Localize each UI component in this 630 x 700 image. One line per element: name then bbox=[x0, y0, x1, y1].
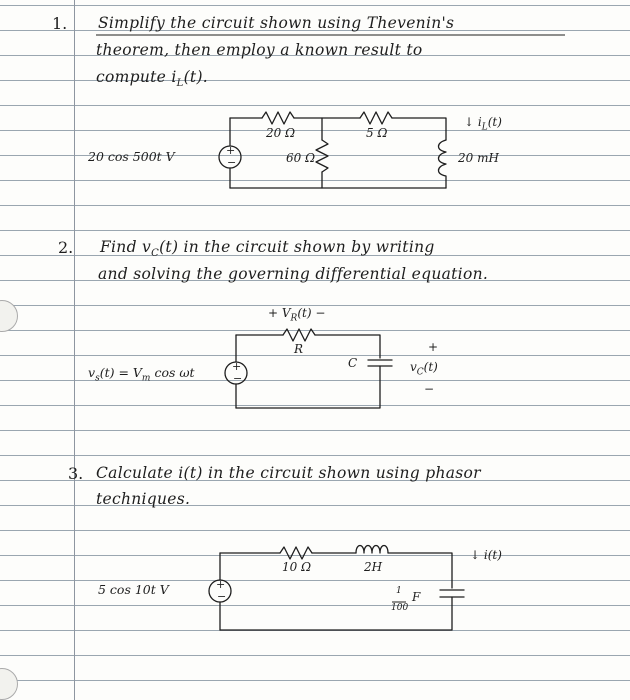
resistor-icon bbox=[360, 112, 392, 124]
circuit-1-source-label: 20 cos 500t V bbox=[88, 149, 175, 164]
inductor-icon bbox=[356, 546, 388, 554]
problem-2-subscript: C bbox=[151, 248, 160, 260]
circuit-1-current-tail: (t) bbox=[487, 115, 502, 129]
plus-sign: + bbox=[216, 578, 226, 591]
circuit-3-resistor-label: 10 Ω bbox=[282, 560, 312, 574]
wire bbox=[315, 335, 380, 358]
problem-3-line-1: Calculate i(t) in the circuit shown using phasor bbox=[96, 464, 481, 482]
circuit-3-cap-num: 1 bbox=[396, 586, 402, 596]
circuit-2-resistor-label: R bbox=[294, 342, 304, 356]
current-arrow-icon bbox=[470, 548, 502, 562]
problem-2-number: 2. bbox=[58, 238, 74, 257]
plus-sign: + bbox=[226, 144, 236, 157]
circuit-3-cap-den: 100 bbox=[391, 603, 409, 613]
problem-1-number: 1. bbox=[52, 14, 68, 33]
circuit-2-vc-minus: − bbox=[424, 382, 435, 396]
circuit-2-vc-a: v bbox=[410, 360, 417, 374]
circuit-2-vr-b: (t) − bbox=[297, 306, 326, 320]
circuit-2-vc-b: (t) bbox=[423, 360, 438, 374]
circuit-2-vc-plus: + bbox=[428, 340, 439, 354]
circuit-2-vc-sub: C bbox=[416, 367, 424, 378]
minus-sign: − bbox=[227, 156, 237, 169]
plus-sign: + bbox=[232, 360, 242, 373]
circuit-2-vr-a: + V bbox=[268, 306, 291, 320]
problem-2-line-2: and solving the governing differential equation. bbox=[98, 265, 489, 283]
circuit-2-vc-label bbox=[410, 360, 438, 377]
circuit-2-source-label bbox=[88, 365, 195, 384]
circuit-1-inductor-label: 20 mH bbox=[458, 151, 499, 165]
circuit-2-source-sub2: m bbox=[141, 373, 151, 384]
circuit-2-vr-label bbox=[268, 306, 325, 323]
circuit-2-source-b: (t) = V bbox=[99, 365, 142, 380]
circuit-1-r3-label: 60 Ω bbox=[286, 151, 316, 165]
circuit-1-current-label: ↓ i bbox=[464, 115, 482, 129]
wire bbox=[388, 553, 452, 588]
problem-3-line-2: techniques. bbox=[96, 490, 191, 508]
inductor-icon bbox=[439, 140, 447, 188]
circuit-2-source-c: cos ωt bbox=[150, 365, 195, 380]
circuit-1-r2-label: 5 Ω bbox=[366, 126, 388, 140]
wire bbox=[392, 118, 446, 140]
problem-1-subscript: L bbox=[176, 78, 184, 90]
circuit-2-source-a: v bbox=[88, 365, 96, 380]
minus-sign: − bbox=[217, 590, 227, 603]
circuit-1 bbox=[219, 112, 446, 188]
circuit-3 bbox=[209, 546, 464, 631]
circuit-2-vr-sub: R bbox=[290, 313, 298, 324]
resistor-icon bbox=[262, 112, 294, 124]
problem-1-line-3b: (t). bbox=[183, 68, 209, 86]
minus-sign: − bbox=[233, 372, 243, 385]
current-arrow-icon bbox=[464, 115, 502, 132]
problem-3-number: 3. bbox=[68, 464, 84, 483]
circuit-1-current-sub: L bbox=[481, 122, 488, 133]
circuit-2-capacitor-label: C bbox=[348, 356, 358, 370]
resistor-icon bbox=[283, 329, 315, 341]
circuit-2-source-sub: s bbox=[95, 373, 100, 384]
circuit-3-current-label: ↓ i(t) bbox=[470, 548, 502, 562]
problem-1-line-1: Simplify the circuit shown using Thevenin's bbox=[98, 14, 455, 32]
circuit-3-source-label: 5 cos 10t V bbox=[98, 582, 169, 597]
resistor-icon bbox=[316, 140, 328, 172]
circuit-3-cap-unit: F bbox=[412, 590, 421, 604]
wire bbox=[236, 366, 380, 408]
problem-1-line-2: theorem, then employ a known result to bbox=[96, 41, 423, 59]
circuit-2 bbox=[225, 329, 392, 408]
problem-2-line-1a: Find v bbox=[100, 238, 152, 256]
problem-2-line-1b: (t) in the circuit shown by writing bbox=[159, 238, 435, 256]
resistor-icon bbox=[280, 547, 312, 559]
problem-1-line-3a: compute i bbox=[96, 68, 177, 86]
circuit-3-inductor-label: 2H bbox=[364, 560, 383, 574]
circuit-1-r1-label: 20 Ω bbox=[266, 126, 296, 140]
